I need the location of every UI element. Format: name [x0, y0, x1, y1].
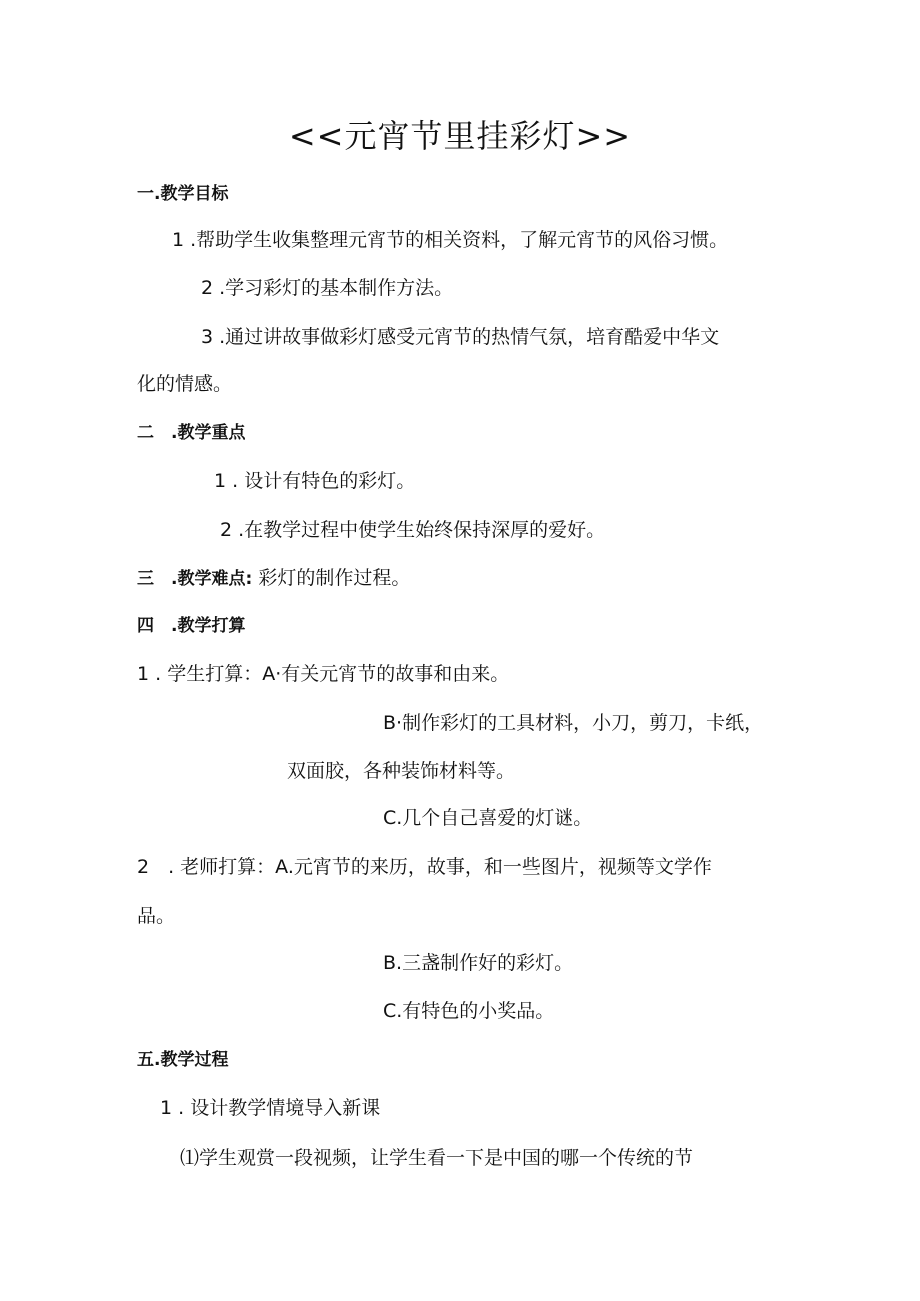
- difficulty-row: [137, 566, 410, 591]
- objective-item-1: 1 .帮助学生收集整理元宵节的相关资料，了解元宵节的风俗习惯。: [172, 229, 729, 251]
- section-heading-process: 五.教学过程: [137, 1050, 229, 1070]
- key-point-item-1: 1 . 设计有特色的彩灯。: [214, 470, 416, 492]
- section-heading-preparation: 四 .教学打算: [137, 616, 246, 636]
- preparation-item-6: 品。: [137, 905, 176, 927]
- preparation-item-5: 2 . 老师打算：A.元宵节的来历，故事，和一些图片，视频等文学作: [137, 856, 712, 878]
- process-item-2: ⑴学生观赏一段视频，让学生看一下是中国的哪一个传统的节: [180, 1147, 694, 1169]
- preparation-item-3: 双面胶，各种装饰材料等。: [287, 760, 516, 782]
- objective-item-3-continued: 化的情感。: [137, 373, 233, 395]
- section-heading-key-points: 二 .教学重点: [137, 423, 246, 443]
- preparation-item-4: C.几个自己喜爱的灯谜。: [383, 807, 593, 829]
- objective-item-2: 2 .学习彩灯的基本制作方法。: [201, 277, 454, 299]
- preparation-item-2: B·制作彩灯的工具材料，小刀，剪刀，卡纸，: [383, 712, 764, 734]
- preparation-item-8: C.有特色的小奖品。: [383, 1000, 555, 1022]
- key-point-item-2: 2 .在教学过程中使学生始终保持深厚的爱好。: [220, 519, 606, 541]
- preparation-item-7: B.三盏制作好的彩灯。: [383, 952, 574, 974]
- preparation-item-1: 1 . 学生打算：A·有关元宵节的故事和由来。: [137, 663, 510, 685]
- section-heading-objectives: 一.教学目标: [137, 184, 229, 204]
- process-item-1: 1 . 设计教学情境导入新课: [160, 1097, 381, 1119]
- difficulty-text: 彩灯的制作过程。: [258, 567, 411, 589]
- objective-item-3: 3 .通过讲故事做彩灯感受元宵节的热情气氛，培育酷爱中华文: [201, 326, 720, 348]
- section-heading-difficulty: 三 .教学难点:: [137, 569, 253, 589]
- document-title: <<元宵节里挂彩灯>>: [288, 117, 632, 155]
